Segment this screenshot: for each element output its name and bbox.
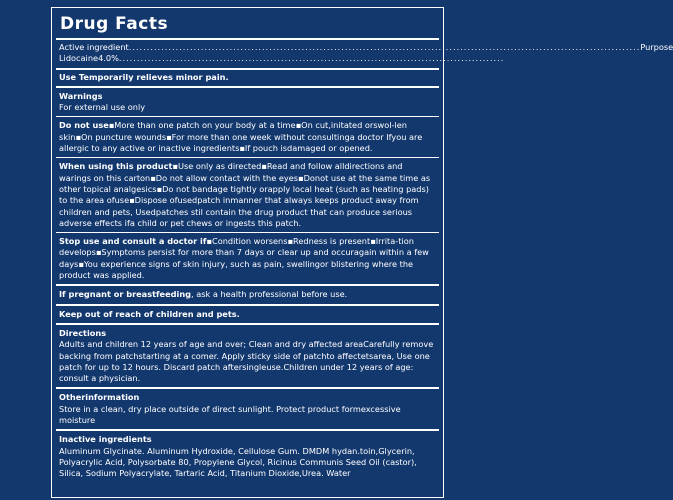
directions-heading: Directions [59, 327, 107, 338]
active-ingredient-heading: Active ingredient [59, 42, 129, 52]
warnings-section [58, 88, 437, 117]
other-information-heading: Otherinformation [59, 392, 140, 403]
purpose-heading: Purpose [640, 42, 673, 52]
do-not-use-heading: Do not use [59, 120, 109, 131]
dot-leader: .............................................................................................................................................. [128, 42, 641, 52]
stop-use-text: ▪Condition worsens▪Redness is present▪Irrita-tion develops▪Symptoms persist for more than 7 days or clear up and occuragain within a few days▪You experience signs of skin injury, such as pain, swellingor blistering where the product was applied. [59, 236, 429, 281]
drug-facts-panel [51, 7, 673, 498]
inactive-ingredients-section [58, 431, 437, 482]
when-using-heading: When using this product [59, 161, 173, 172]
warnings-text: For external use only [59, 102, 146, 113]
warnings-heading: Warnings [59, 90, 103, 101]
active-ingredient-section [58, 40, 673, 68]
do-not-use-text: ▪More than one patch on your body at a time▪On cut,initated orswol-len skin▪On puncture wounds▪For more than one week without consultinga doctor Ifyou are allergic to any active or inactive ingredients▪If pouch isdamaged or opened. [59, 120, 423, 154]
pregnant-text: , ask a health professional before use. [191, 289, 348, 300]
keep-out-section: Keep out of reach of children and pets. [59, 308, 240, 319]
other-information-section [58, 389, 437, 429]
drug-facts-title: Drug Facts [60, 14, 169, 34]
pregnant-section [58, 286, 437, 303]
when-using-section [58, 158, 437, 232]
active-ingredient-row [59, 53, 505, 64]
inactive-ingredients-text: Aluminum Glycinate. Aluminum Hydroxide, Cellulose Gum. DMDM hydan.toin,Glycerin, Polyacrylic Acid, Polysorbate 80, Propylene Glycol, Ricinus Communis Seed Oil (castor), Silica, Sodium Polyacrylate, Tartaric Acid, Titanium Dioxide,Urea. Water [59, 445, 417, 479]
directions-text: Adults and children 12 years of age and over; Clean and dry affected areaCarefully remove backing from patchstarting at a comer. Apply sticky side of patchto affectetsarea, Use one patch for up to 12 hours. Discard patch aftersingleuse.Children under 12 years of age: consult a physician. [59, 339, 434, 384]
pregnant-heading: If pregnant or breastfeeding [59, 289, 192, 300]
stop-use-heading: Stop use and consult a doctor if [59, 236, 207, 247]
use-section: Use Temporarily relieves minor pain. [59, 71, 229, 82]
stop-use-section [58, 233, 437, 284]
when-using-text: ▪Use only as directed▪Read and follow alldirections and warings on this carton▪Do not allow contact with the eyes▪Donot use at the same time as other topical analgesics▪Do not bandage tightly orapply local heat (such as heating pads) to the area ofuse▪Dispose ofusedpatch inmanner that always keeps product away from children and pets, Usedpatches stil contain the drug product that can produce serious adverse effects ifa child or pet chews or ingests this patch. [59, 161, 431, 228]
dot-leader-2: ........................................................................................................... [118, 53, 505, 64]
active-ingredient-header-row [59, 42, 673, 53]
do-not-use-section [58, 117, 437, 157]
active-ingredient-value: Lidocaine4.0% [59, 53, 119, 64]
other-information-text: Store in a clean, dry place outside of direct sunlight. Protect product formexcessive moisture [59, 403, 401, 426]
directions-section [58, 325, 437, 387]
inactive-ingredients-heading: Inactive ingredients [59, 434, 152, 445]
